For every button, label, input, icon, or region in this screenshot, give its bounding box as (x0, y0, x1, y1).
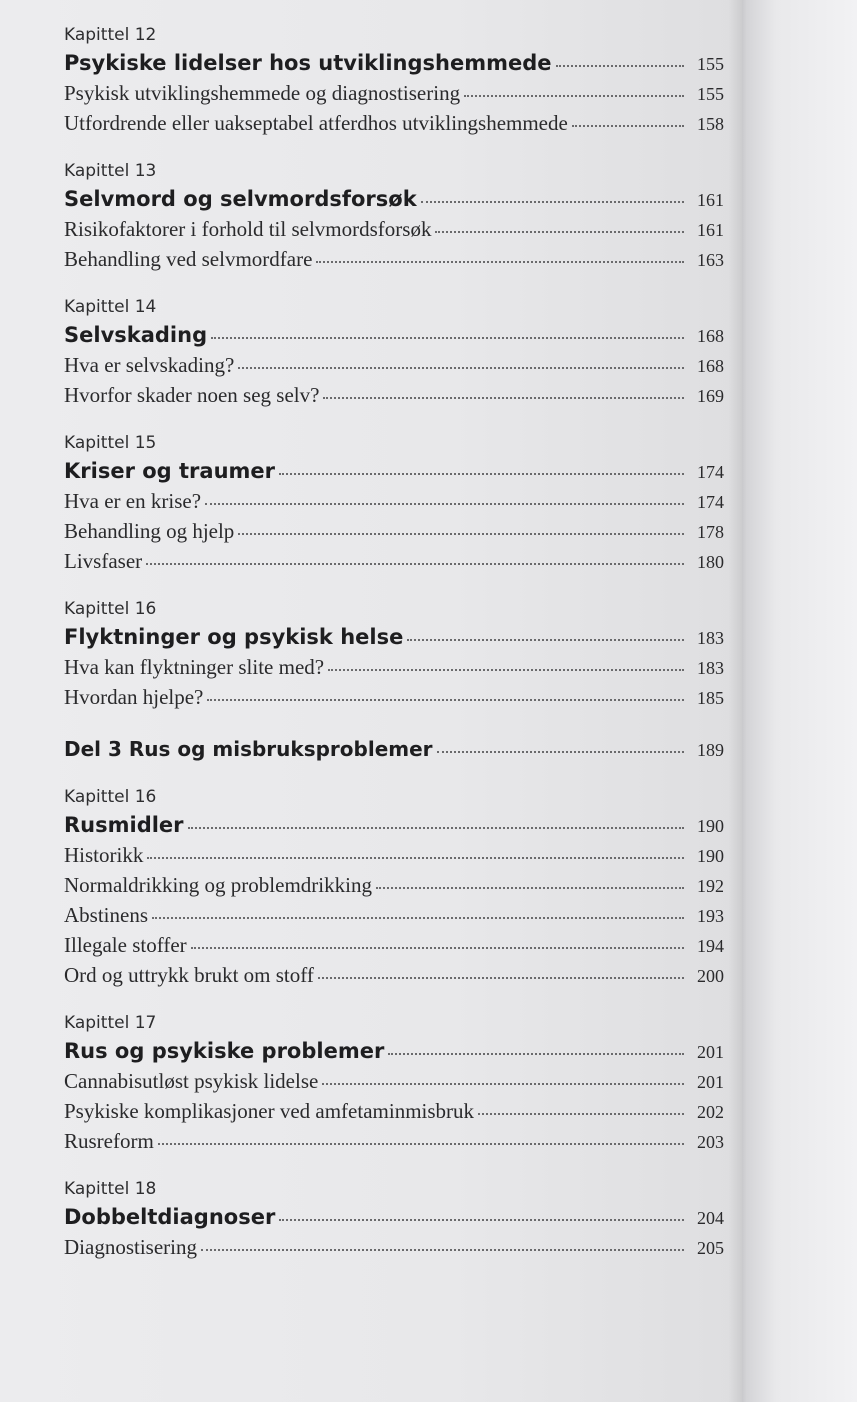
page-number: 194 (697, 936, 724, 956)
page-number: 169 (697, 386, 724, 406)
toc-chapter (64, 294, 724, 410)
page-number: 161 (697, 190, 724, 210)
chapter-label: Kapittel 18 (64, 1179, 157, 1199)
dot-leader (437, 751, 684, 753)
page-number: 202 (697, 1102, 724, 1122)
section-row (64, 900, 724, 930)
table-of-contents (64, 22, 724, 1282)
chapter-label: Kapittel 12 (64, 25, 157, 45)
chapter-title: Rus og psykiske problemer (64, 1039, 385, 1063)
dot-leader (376, 887, 684, 889)
toc-chapter (64, 158, 724, 274)
dot-leader (478, 1113, 684, 1115)
dot-leader (188, 827, 684, 829)
chapter-title: Selvskading (64, 323, 208, 347)
page-number: 193 (697, 906, 724, 926)
page-number: 174 (697, 462, 724, 482)
dot-leader (323, 397, 684, 399)
dot-leader (158, 1143, 684, 1145)
chapter-title-row (64, 320, 724, 350)
section-title: Psykiske komplikasjoner ved amfetaminmisbruk (64, 1099, 475, 1123)
page-number: 155 (697, 54, 724, 74)
chapter-title-row (64, 184, 724, 214)
page-number: 163 (697, 250, 724, 270)
dot-leader (316, 261, 684, 263)
page-number: 168 (697, 356, 724, 376)
chapter-label: Kapittel 17 (64, 1013, 157, 1033)
dot-leader (421, 201, 684, 203)
page-number: 190 (697, 816, 724, 836)
dot-leader (201, 1249, 684, 1251)
section-row (64, 682, 724, 712)
section-title: Hvordan hjelpe? (64, 685, 204, 709)
next-page-edge (742, 0, 857, 1402)
section-row (64, 78, 724, 108)
dot-leader (556, 65, 685, 67)
section-title: Hva er en krise? (64, 489, 202, 513)
dot-leader (238, 367, 684, 369)
dot-leader (205, 503, 684, 505)
section-title: Illegale stoffer (64, 933, 187, 957)
dot-leader (435, 231, 684, 233)
page-number: 204 (697, 1208, 724, 1228)
chapter-title-row (64, 622, 724, 652)
page-number: 158 (697, 114, 724, 134)
section-title: Historikk (64, 843, 144, 867)
section-title: Utfordrende eller uakseptabel atferdhos utviklingshemmede (64, 111, 568, 135)
toc-chapter (64, 22, 724, 138)
section-row (64, 1066, 724, 1096)
chapter-label: Kapittel 16 (64, 599, 157, 619)
page-number: 174 (697, 492, 724, 512)
chapter-title-row (64, 1036, 724, 1066)
dot-leader (464, 95, 684, 97)
section-row (64, 1232, 724, 1262)
dot-leader (238, 533, 684, 535)
section-title: Behandling og hjelp (64, 519, 235, 543)
page-number: 180 (697, 552, 724, 572)
dot-leader (572, 125, 684, 127)
toc-part-2-chapters (64, 22, 724, 712)
part-page: 189 (697, 740, 724, 760)
dot-leader (152, 917, 684, 919)
chapter-title: Flyktninger og psykisk helse (64, 625, 404, 649)
dot-leader (211, 337, 684, 339)
page-number: 183 (697, 628, 724, 648)
dot-leader (388, 1053, 684, 1055)
page-number: 200 (697, 966, 724, 986)
toc-chapter (64, 1010, 724, 1156)
dot-leader (191, 947, 684, 949)
page-number: 168 (697, 326, 724, 346)
section-row (64, 108, 724, 138)
toc-chapter (64, 596, 724, 712)
dot-leader (207, 699, 684, 701)
toc-chapter (64, 784, 724, 990)
page-number: 201 (697, 1042, 724, 1062)
dot-leader (279, 473, 684, 475)
page-number: 185 (697, 688, 724, 708)
section-title: Abstinens (64, 903, 148, 927)
section-row (64, 870, 724, 900)
section-row (64, 244, 724, 274)
chapter-title-row (64, 48, 724, 78)
chapter-label: Kapittel 16 (64, 787, 157, 807)
chapter-label: Kapittel 15 (64, 433, 157, 453)
section-row (64, 516, 724, 546)
section-title: Behandling ved selvmordfare (64, 247, 313, 271)
dot-leader (279, 1219, 684, 1221)
chapter-title: Psykiske lidelser hos utviklingshemmede (64, 51, 552, 75)
chapter-title: Kriser og traumer (64, 459, 276, 483)
page-number: 203 (697, 1132, 724, 1152)
section-title: Livsfaser (64, 549, 143, 573)
section-row (64, 652, 724, 682)
section-row (64, 380, 724, 410)
dot-leader (407, 639, 684, 641)
toc-part-heading (64, 734, 724, 764)
section-title: Risikofaktorer i forhold til selvmordsforsøk (64, 217, 432, 241)
dot-leader (322, 1083, 684, 1085)
section-row (64, 546, 724, 576)
dot-leader (328, 669, 684, 671)
section-title: Rusreform (64, 1129, 154, 1153)
chapter-title: Selvmord og selvmordsforsøk (64, 187, 417, 211)
section-row (64, 960, 724, 990)
toc-part-3-chapters (64, 784, 724, 1262)
page-number: 161 (697, 220, 724, 240)
chapter-title: Rusmidler (64, 813, 184, 837)
section-row (64, 840, 724, 870)
toc-chapter (64, 1176, 724, 1262)
dot-leader (146, 563, 684, 565)
page-number: 190 (697, 846, 724, 866)
section-title: Hva kan flyktninger slite med? (64, 655, 325, 679)
page-number: 201 (697, 1072, 724, 1092)
page-number: 192 (697, 876, 724, 896)
section-title: Normaldrikking og problemdrikking (64, 873, 372, 897)
section-row (64, 350, 724, 380)
page-number: 155 (697, 84, 724, 104)
chapter-label: Kapittel 14 (64, 297, 157, 317)
chapter-title: Dobbeltdiagnoser (64, 1205, 276, 1229)
section-row (64, 1096, 724, 1126)
chapter-title-row (64, 810, 724, 840)
section-title: Diagnostisering (64, 1235, 197, 1259)
chapter-label: Kapittel 13 (64, 161, 157, 181)
page-number: 183 (697, 658, 724, 678)
chapter-title-row (64, 456, 724, 486)
toc-chapter (64, 430, 724, 576)
page-number: 205 (697, 1238, 724, 1258)
section-row (64, 486, 724, 516)
section-title: Psykisk utviklingshemmede og diagnostisering (64, 81, 461, 105)
dot-leader (147, 857, 684, 859)
section-title: Ord og uttrykk brukt om stoff (64, 963, 314, 987)
part-title: Del 3 Rus og misbruksproblemer (64, 737, 433, 761)
chapter-title-row (64, 1202, 724, 1232)
section-row (64, 214, 724, 244)
section-row (64, 1126, 724, 1156)
section-title: Hva er selvskading? (64, 353, 235, 377)
page-number: 178 (697, 522, 724, 542)
section-title: Hvorfor skader noen seg selv? (64, 383, 320, 407)
dot-leader (318, 977, 684, 979)
section-row (64, 930, 724, 960)
section-title: Cannabisutløst psykisk lidelse (64, 1069, 319, 1093)
